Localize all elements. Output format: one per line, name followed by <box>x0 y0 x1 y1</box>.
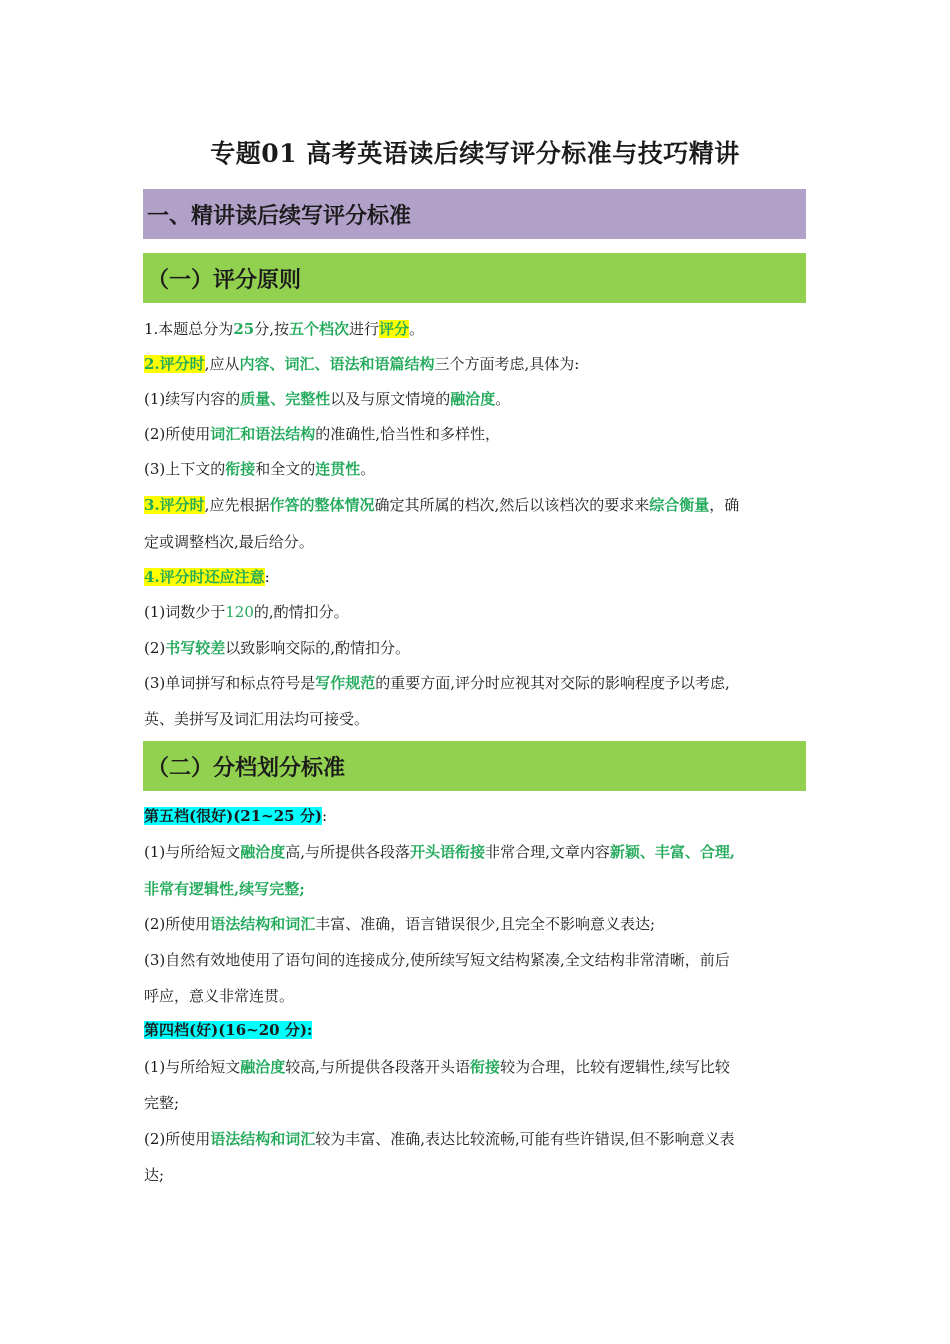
paragraph: (2)所使用语法结构和词汇较为丰富、准确,表达比较流畅,可能有些许错误,但不影响意义表 <box>144 1130 735 1148</box>
paragraph: (3)上下文的衔接和全文的连贯性。 <box>144 460 376 478</box>
paragraph: (1)与所给短文融洽度较高,与所提供各段落开头语衔接较为合理，比较有逻辑性,续写比较 <box>144 1058 730 1076</box>
page-title: 专题01 高考英语读后续写评分标准与技巧精讲 <box>210 139 740 168</box>
paragraph: 2.评分时,应从内容、词汇、语法和语篇结构三个方面考虑,具体为: <box>144 355 580 373</box>
paragraph: 4.评分时还应注意: <box>144 568 270 586</box>
section-heading-1: 一、精讲读后续写评分标准 <box>143 189 806 239</box>
paragraph: (2)书写较差以致影响交际的,酌情扣分。 <box>144 639 411 657</box>
tier-label: 第五档(很好)(21~25 分): <box>144 807 327 825</box>
paragraph: (3)单词拼写和标点符号是写作规范的重要方面,评分时应视其对交际的影响程度予以考虑, <box>144 674 730 692</box>
paragraph: (1)词数少于120的,酌情扣分。 <box>144 603 349 621</box>
paragraph: (1)续写内容的质量、完整性以及与原文情境的融洽度。 <box>144 390 511 408</box>
paragraph: 1.本题总分为25分,按五个档次进行评分。 <box>144 320 425 338</box>
paragraph: (2)所使用语法结构和词汇丰富、准确，语言错误很少,且完全不影响意义表达; <box>144 915 656 933</box>
paragraph: 完整; <box>144 1094 180 1112</box>
paragraph: 达; <box>144 1166 165 1184</box>
paragraph: 定或调整档次,最后给分。 <box>144 533 314 551</box>
paragraph: 英、美拼写及词汇用法均可接受。 <box>144 710 370 728</box>
subsection-heading-1: （一）评分原则 <box>143 253 806 303</box>
subsection-heading-2: （二）分档划分标准 <box>143 741 806 791</box>
paragraph: 非常有逻辑性,续写完整; <box>144 880 305 898</box>
paragraph: (1)与所给短文融洽度高,与所提供各段落开头语衔接非常合理,文章内容新颖、丰富、合理, <box>144 843 736 861</box>
paragraph: 3.评分时,应先根据作答的整体情况确定其所属的档次,然后以该档次的要求来综合衡量，确 <box>144 496 740 514</box>
paragraph: (3)自然有效地使用了语句间的连接成分,使所续写短文结构紧凑,全文结构非常清晰，前后 <box>144 951 730 969</box>
paragraph: 呼应，意义非常连贯。 <box>144 987 295 1005</box>
tier-label: 第四档(好)(16~20 分): <box>144 1021 313 1039</box>
paragraph: (2)所使用词汇和语法结构的准确性,恰当性和多样性， <box>144 425 501 443</box>
